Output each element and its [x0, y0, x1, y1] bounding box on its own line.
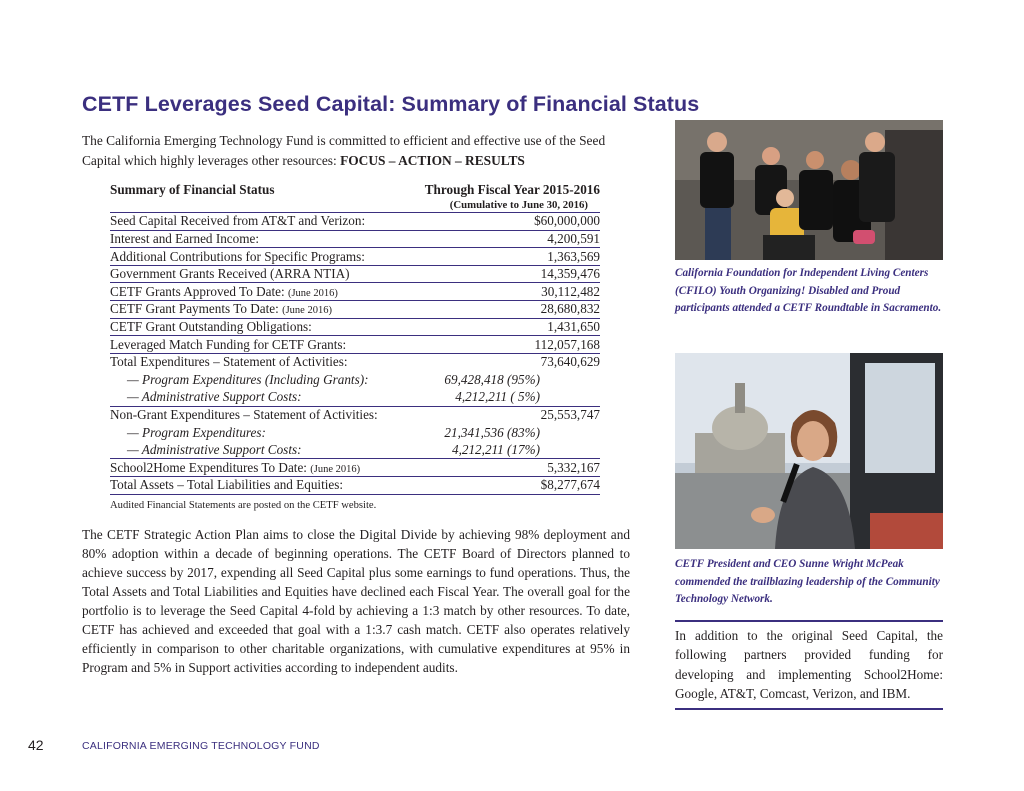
row-label: Additional Contributions for Specific Programs:: [110, 248, 406, 266]
row-value: 28,680,832: [406, 301, 600, 319]
row-label: Total Expenditures – Statement of Activities:: [110, 354, 348, 370]
row-label: Leveraged Match Funding for CETF Grants:: [110, 336, 406, 354]
row-label: Interest and Earned Income:: [110, 230, 406, 248]
table-row: [110, 248, 600, 266]
page-number: 42: [28, 737, 44, 753]
row-label: Total Assets – Total Liabilities and Equities:: [110, 477, 406, 495]
table-row: [110, 283, 600, 301]
row-note: (June 2016): [287, 287, 338, 299]
table-row: [110, 336, 600, 354]
table-footnote-row: [110, 494, 600, 512]
row-value: 5,332,167: [406, 459, 600, 477]
photo-youth-group: [675, 120, 943, 260]
table-row: [110, 213, 600, 231]
row-value: $8,277,674: [406, 477, 600, 495]
subrow-value: 4,212,211 (17%): [406, 441, 600, 459]
table-footnote: Audited Financial Statements are posted on the CETF website.: [110, 499, 377, 511]
table-subrow: [110, 424, 600, 442]
row-label: Seed Capital Received from AT&T and Verizon:: [110, 213, 406, 231]
row-value: 14,359,476: [406, 265, 600, 283]
page-title: CETF Leverages Seed Capital: Summary of Financial Status: [82, 92, 700, 116]
table-header-right: Through Fiscal Year 2015-2016: [424, 181, 600, 197]
subrow-value: 69,428,418 (95%): [444, 371, 540, 387]
subrow-value: 4,212,211 ( 5%): [406, 389, 600, 407]
intro-text: The California Emerging Technology Fund is committed to efficient and effective use of the Seed Capital which highly leverages other resources:: [82, 133, 606, 168]
subrow-label: — Administrative Support Costs:: [110, 389, 406, 407]
table-row: [110, 301, 600, 319]
photo-caption-speaker: CETF President and CEO Sunne Wright McPeak commended the trailblazing leadership of the Community Technology Network.: [675, 558, 940, 606]
footer-label: CALIFORNIA EMERGING TECHNOLOGY FUND: [82, 740, 320, 752]
table-subrow: [110, 371, 600, 389]
table-subrow: [110, 389, 600, 407]
intro-focus: FOCUS – ACTION – RESULTS: [340, 153, 525, 168]
row-value: 4,200,591: [406, 230, 600, 248]
row-label: Non-Grant Expenditures – Statement of Activities:: [110, 407, 378, 423]
row-label: CETF Grant Payments To Date: (June 2016): [110, 301, 406, 319]
row-value: 25,553,747: [540, 407, 600, 423]
row-value: 1,431,650: [406, 318, 600, 336]
row-value: 1,363,569: [406, 248, 600, 266]
photo-speaker-image: [675, 353, 943, 549]
body-paragraph: The CETF Strategic Action Plan aims to close the Digital Divide by achieving 98% deployment and 80% adoption within a decade of beginning operations. The CETF Board of Directors planned to achieve success by 2017, expending all Seed Capital plus some earnings to fund operations. Thus, the Total Assets and Total Liabilities and Equities have declined each Fiscal Year. The overall goal for the portfolio is to leverage the Seed Capital 4-fold by achieving a 1:3 match by other resources. To date, CETF has achieved and exceeded that goal with a 1:3.7 cash match. CETF also operates relatively efficiently in comparison to other charitable organizations, with cumulative expenditures at 95% in Program and 5% in Support activities according to independent audits.: [82, 527, 630, 676]
financial-summary-table: [110, 181, 600, 512]
photo-youth-group-image: [675, 120, 943, 260]
subrow-label: — Program Expenditures:: [127, 424, 266, 440]
row-label: CETF Grant Outstanding Obligations:: [110, 318, 406, 336]
subrow-value: 21,341,536 (83%): [444, 424, 540, 440]
row-label: School2Home Expenditures To Date: (June 2016): [110, 459, 406, 477]
table-row: [110, 265, 600, 283]
table-row: [110, 230, 600, 248]
row-value: 112,057,168: [406, 336, 600, 354]
row-value: 30,112,482: [406, 283, 600, 301]
table-header-left: Summary of Financial Status: [110, 181, 275, 197]
photo-speaker: [675, 353, 943, 549]
row-label: CETF Grants Approved To Date: (June 2016): [110, 283, 406, 301]
table-row-nongrant-expenditures: [110, 406, 600, 424]
subrow-label: — Program Expenditures (Including Grants):: [127, 371, 369, 387]
row-value: 73,640,629: [540, 354, 600, 370]
table-row-total-expenditures: [110, 353, 600, 371]
table-row-school2home: [110, 459, 600, 477]
row-label: Government Grants Received (ARRA NTIA): [110, 265, 406, 283]
row-value: $60,000,000: [406, 213, 600, 231]
table-header-row: [110, 181, 600, 199]
row-note: (June 2016): [310, 463, 361, 475]
sidebar-partners-box: In addition to the original Seed Capital, the following partners provided funding for developing and implementing School2Home: Google, AT&T, Comcast, Verizon, and IBM.: [675, 620, 943, 710]
subrow-label: — Administrative Support Costs:: [110, 441, 406, 459]
intro-paragraph: [82, 131, 632, 171]
row-note: (June 2016): [282, 305, 332, 317]
table-row-net-assets: [110, 477, 600, 495]
photo-caption-youth: California Foundation for Independent Living Centers (CFILO) Youth Organizing! Disabled and Proud participants attended a CETF Roundtable in Sacramento.: [675, 267, 942, 315]
table-header-sub: (Cumulative to June 30, 2016): [406, 199, 600, 213]
table-subrow: [110, 441, 600, 459]
table-row: [110, 318, 600, 336]
table-header-sub-row: [110, 199, 600, 213]
